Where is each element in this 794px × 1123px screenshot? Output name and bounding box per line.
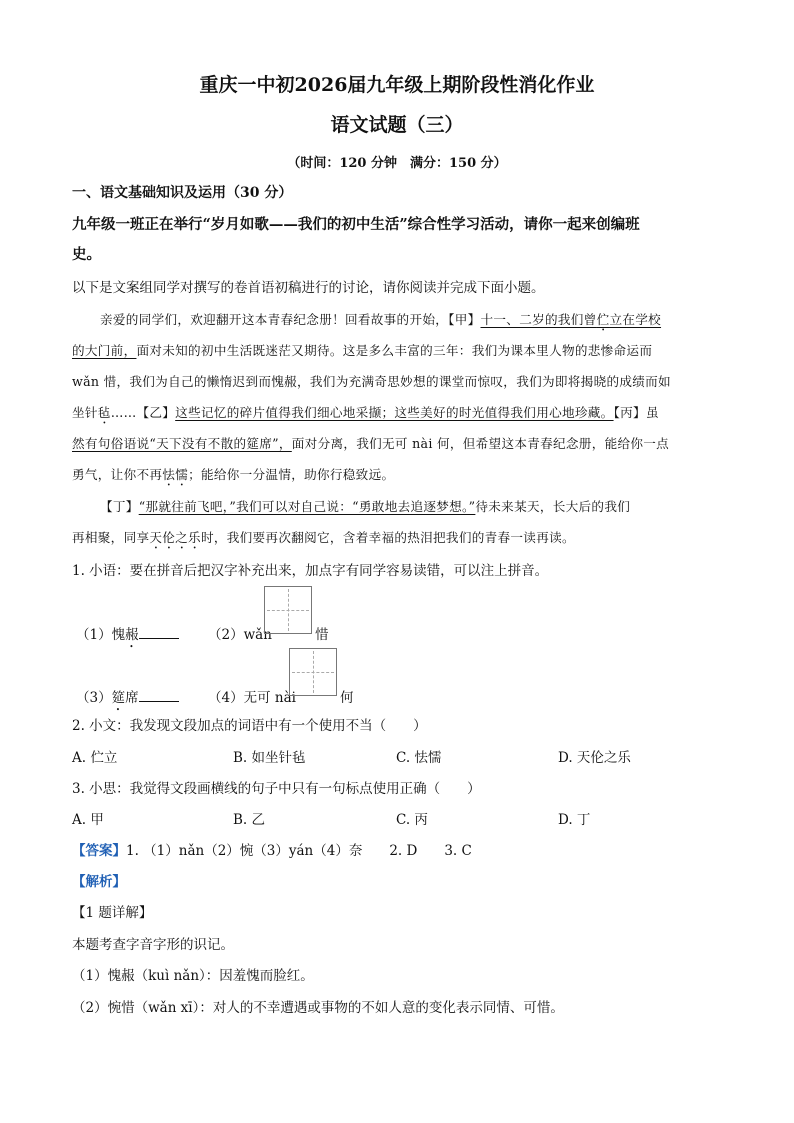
- character-grid-box[interactable]: [289, 648, 337, 696]
- page-subtitle: 语文试题（三）: [330, 114, 464, 136]
- passage-line-4: 坐针毡……【乙】这些记忆的碎片值得我们细心地采撷；这些美好的时光值得我们用心地珍藏。【丙】虽: [72, 405, 659, 420]
- analysis-p1: 本题考查字音字形的识记。: [72, 937, 234, 953]
- answer-blank[interactable]: [139, 689, 179, 702]
- passage-line-3: wǎn 惜，我们为自己的懒惰迟到而愧赧，我们为充满奇思妙想的课堂而惊叹，我们为即将揭晓的成绩而如: [72, 374, 671, 389]
- passage-line-6: 勇气，让你不再怯懦；能给你一分温情，助你行稳致远。: [72, 467, 395, 482]
- q2-option-b[interactable]: B. 如坐针毡: [233, 750, 306, 766]
- instruction: 以下是文案组同学对撰写的卷首语初稿进行的讨论，请你阅读并完成下面小题。: [72, 280, 545, 296]
- q2-option-c[interactable]: C. 怯懦: [396, 750, 442, 766]
- page-title: 重庆一中初2026届九年级上期阶段性消化作业: [199, 74, 595, 96]
- answer-tag: 【答案】: [72, 843, 126, 859]
- q2-option-a[interactable]: A. 伫立: [72, 750, 118, 766]
- question-3-stem: 3. 小思：我觉得文段画横线的句子中只有一句标点使用正确（ ）: [72, 781, 481, 797]
- passage-line-2: 的大门前，面对未知的初中生活既迷茫又期待。这是多么丰富的三年：我们为课本里人物的悲惨命运而: [72, 343, 653, 358]
- character-grid-box[interactable]: [264, 586, 312, 634]
- q1-item-2-label: （2）wǎn: [208, 627, 272, 643]
- q3-option-c[interactable]: C. 丙: [396, 812, 428, 828]
- q1-item-1: （1）愧赧: [76, 623, 179, 651]
- q2-option-d[interactable]: D. 天伦之乐: [558, 750, 631, 766]
- question-1-stem: 1. 小语：要在拼音后把汉字补充出来，加点字有同学容易读错，可以注上拼音。: [72, 563, 549, 579]
- q3-option-b[interactable]: B. 乙: [233, 812, 266, 828]
- intro-line-2: 史。: [72, 246, 101, 263]
- question-2-stem: 2. 小文：我发现文段加点的词语中有一个使用不当（ ）: [72, 718, 427, 734]
- q3-option-d[interactable]: D. 丁: [558, 812, 591, 828]
- q3-option-a[interactable]: A. 甲: [72, 812, 104, 828]
- analysis-p3: （2）惋惜（wǎn xī）：对人的不幸遭遇或事物的不如人意的变化表示同情、可惜。: [72, 1000, 564, 1016]
- answer-line: 【答案】1. （1）nǎn（2）惋（3）yán（4）奈 2. D 3. C: [72, 843, 472, 859]
- q1-item-3: （3）筵席: [76, 686, 179, 714]
- passage-line-7: 【丁】“那就往前飞吧，”我们可以对自己说：“勇敢地去追逐梦想。”待未来某天，长大后的我们: [100, 499, 631, 514]
- detail-tag: 【1 题详解】: [72, 905, 153, 921]
- answer-blank[interactable]: [139, 626, 179, 639]
- q1-item-4-label: （4）无可 nài: [208, 690, 296, 706]
- section-heading: 一、语文基础知识及运用（30 分）: [72, 185, 293, 201]
- intro-line-1: 九年级一班正在举行“岁月如歌——我们的初中生活”综合性学习活动，请你一起来创编班: [72, 216, 640, 233]
- q1-item-4-suffix: 何: [340, 690, 354, 706]
- analysis-tag: 【解析】: [72, 874, 126, 890]
- exam-info: （时间：120 分钟 满分：150 分）: [287, 156, 507, 171]
- passage-line-1: 亲爱的同学们，欢迎翻开这本青春纪念册！回看故事的开始，【甲】十一、二岁的我们曾伫立在学校: [100, 312, 662, 327]
- analysis-p2: （1）愧赧（kuì nǎn）：因羞愧而脸红。: [72, 968, 314, 984]
- passage-line-8: 再相聚，同享天伦之乐时，我们要再次翻阅它，含着幸福的热泪把我们的青春一读再读。: [72, 530, 575, 545]
- q1-item-2-suffix: 惜: [315, 627, 329, 643]
- passage-line-5: 然有句俗语说“天下没有不散的筵席”，面对分离，我们无可 nài 何，但希望这本青春纪念册，能给你一点: [72, 436, 670, 451]
